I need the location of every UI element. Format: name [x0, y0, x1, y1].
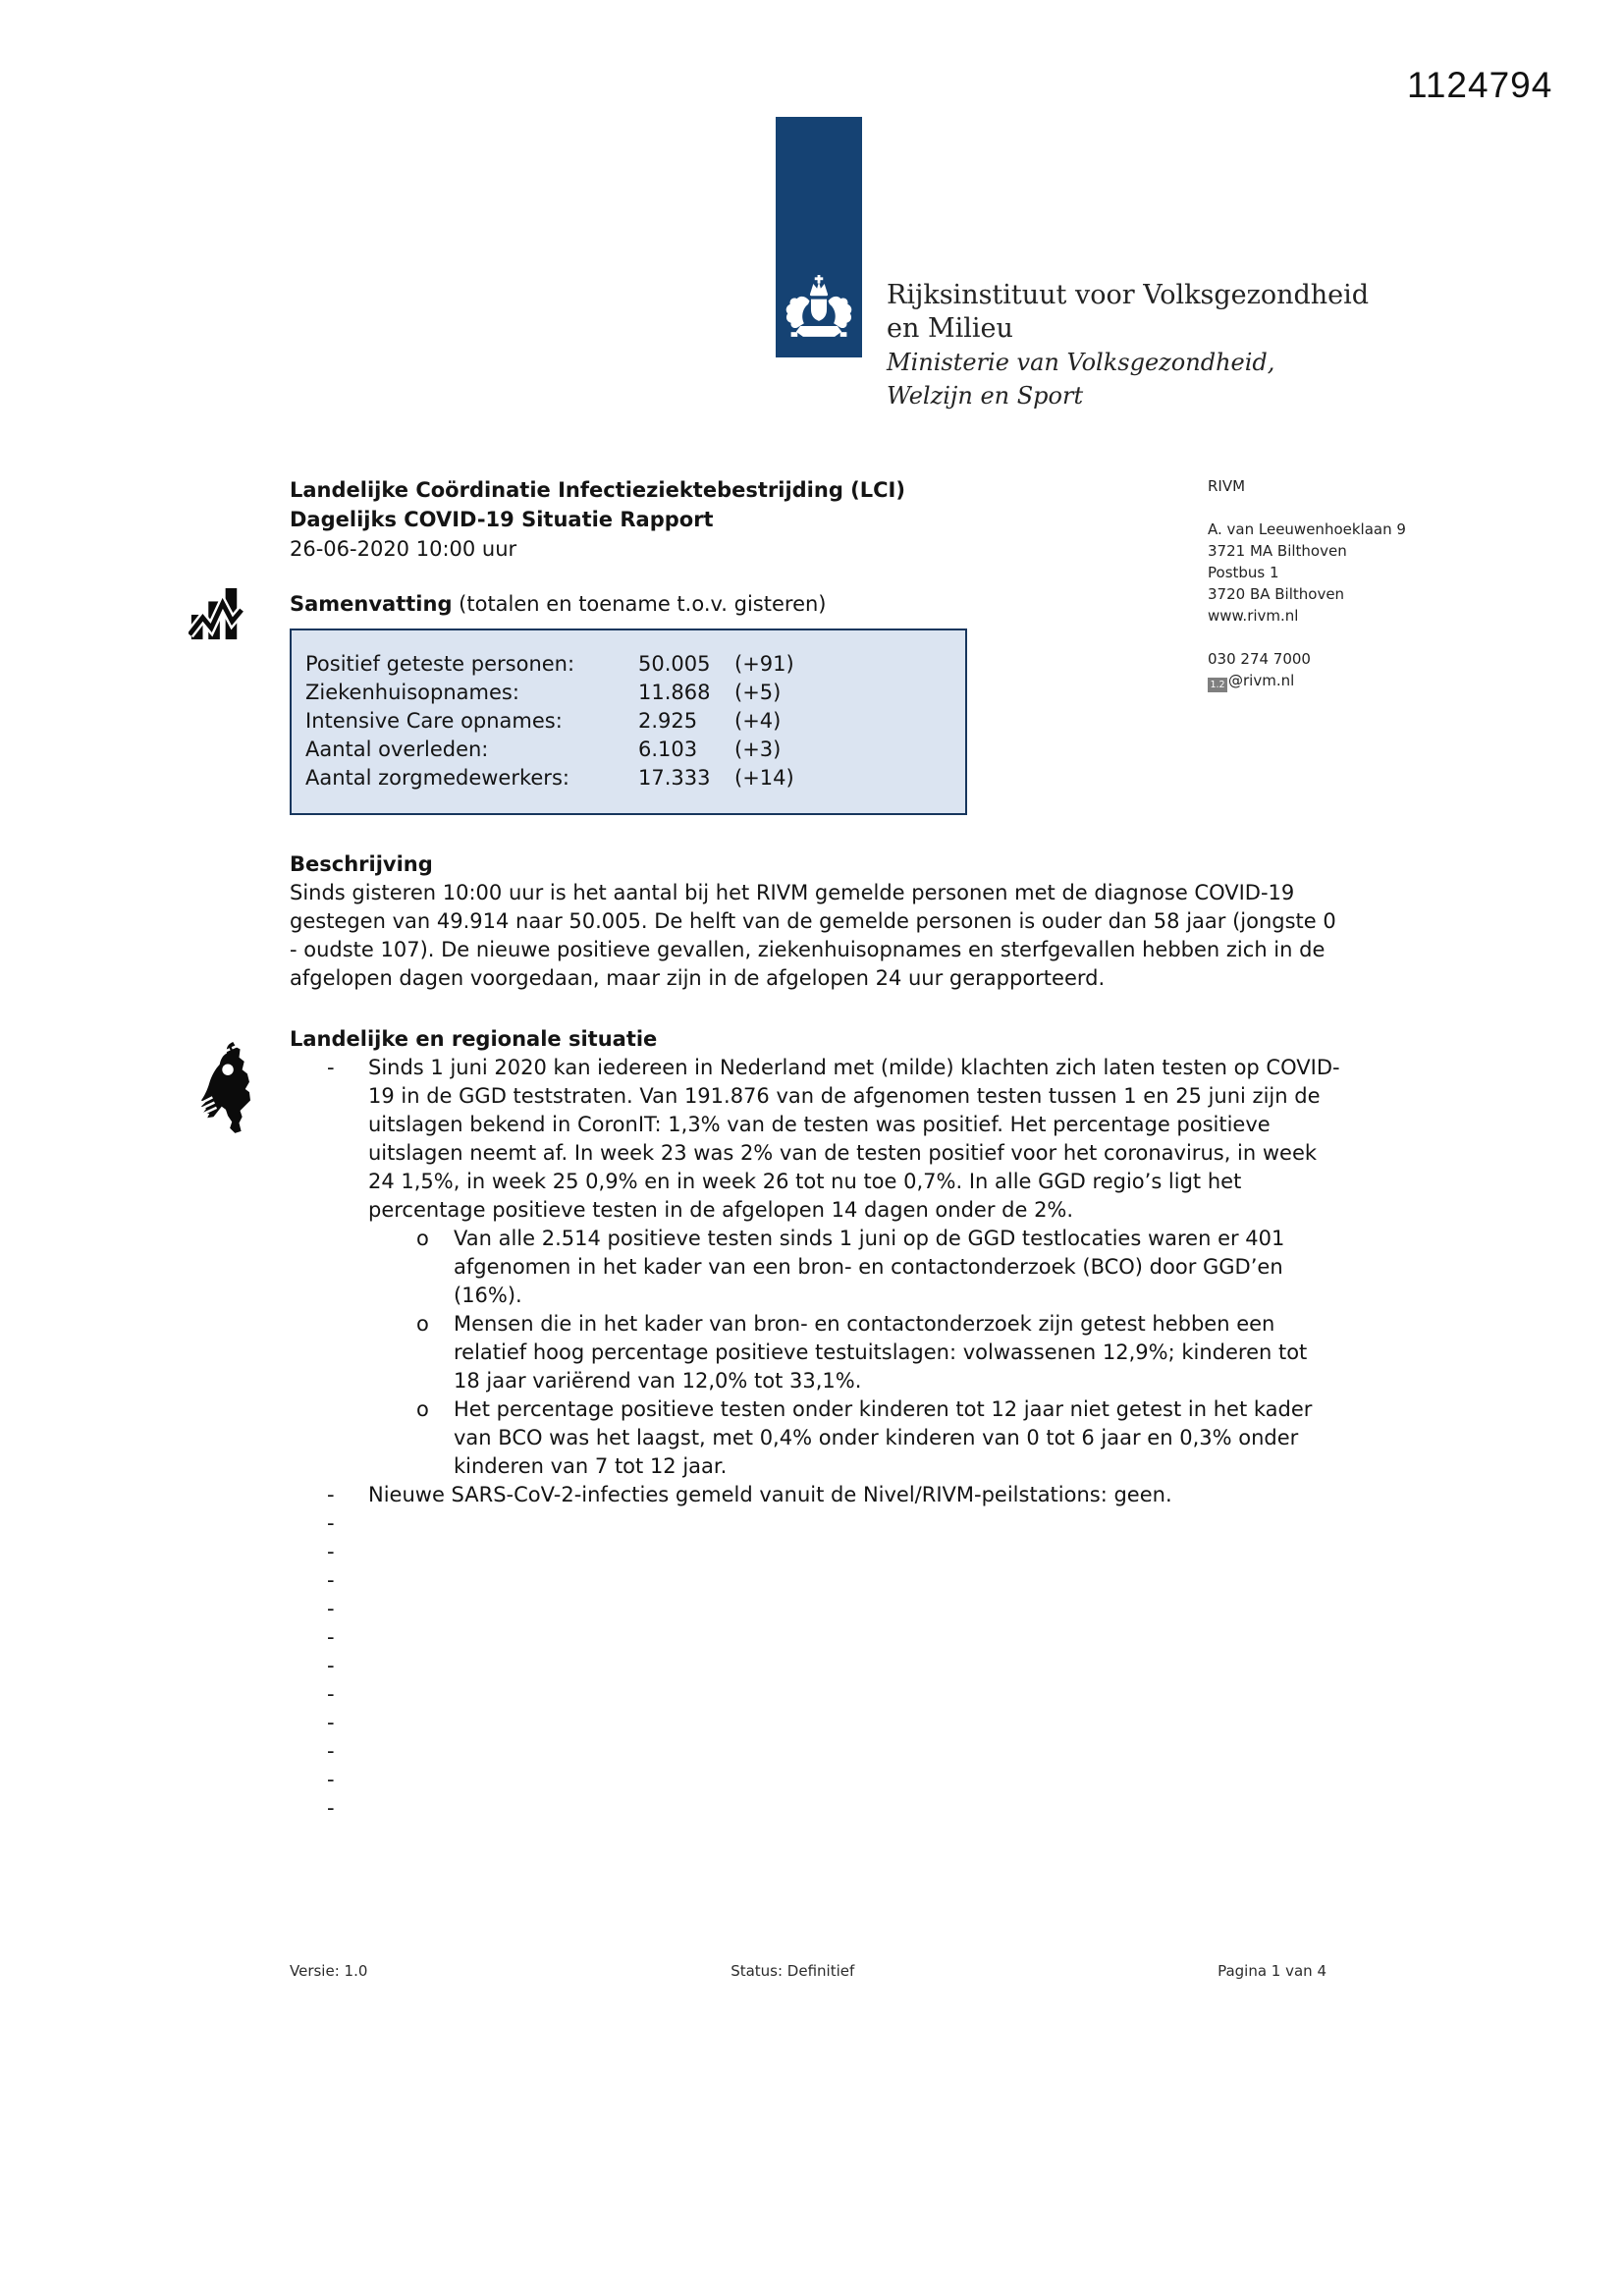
bullet-marker: -: [327, 1682, 335, 1706]
bullet-marker: -: [327, 1796, 335, 1820]
contact-address-line: 3720 BA Bilthoven: [1208, 585, 1345, 603]
document-number: 1124794: [1407, 65, 1553, 105]
summary-row-label: Aantal overleden:: [305, 738, 489, 761]
summary-row: [305, 679, 965, 707]
list-item-text: Sinds 1 juni 2020 kan iedereen in Nederland met (milde) klachten zich laten testen op COVID-19 in de GGD teststraten. Van 191.876 van de afgenomen testen tussen 1 en 25 juni zijn de uitslagen bekend in CoronIT: 1,3% van de testen was positief. Het percentage positieve uitslagen neemt af. In week 23 was 2% van de testen positief voor het coronavirus, in week 24 1,5%, in week 25 0,9% en in week 26 tot nu toe 0,7%. In alle GGD regio’s ligt het percentage positieve testen in de afgelopen 14 dagen onder de 2%.: [368, 1056, 1340, 1222]
summary-heading-suffix: (totalen en toename t.o.v. gisteren): [452, 592, 827, 616]
footer-page-number: Pagina 1 van 4: [1218, 1962, 1326, 1980]
bullet-marker: -: [327, 1654, 335, 1677]
summary-row-label: Aantal zorgmedewerkers:: [305, 766, 569, 790]
list-item: [290, 1481, 1345, 1509]
summary-row: [305, 650, 965, 679]
bullet-marker: -: [327, 1711, 335, 1734]
empty-list-item: [290, 1538, 1345, 1566]
page-footer: [290, 1962, 1326, 1980]
bullet-marker: -: [327, 1625, 335, 1649]
logo-ministry-line2: Welzijn en Sport: [887, 382, 1084, 410]
summary-row-delta: (+3): [734, 738, 782, 761]
logo-text-block: [887, 279, 1369, 412]
situation-heading: Landelijke en regionale situatie: [290, 1027, 658, 1051]
logo-org-line1: Rijksinstituut voor Volksgezondheid: [887, 280, 1370, 310]
list-item-text: Nieuwe SARS-CoV-2-infecties gemeld vanuit de Nivel/RIVM-peilstations: geen.: [368, 1483, 1172, 1506]
summary-row: [305, 736, 965, 764]
description-heading: Beschrijving: [290, 852, 433, 876]
contact-address-line: 3721 MA Bilthoven: [1208, 542, 1347, 560]
summary-row-value: 6.103: [638, 738, 698, 761]
summary-row-value: 2.925: [638, 709, 698, 733]
summary-row-value: 17.333: [638, 766, 711, 790]
sub-list-item: [290, 1310, 1345, 1395]
bullet-marker: o: [416, 1397, 429, 1421]
summary-row-value: 50.005: [638, 652, 711, 676]
report-title-line2: Dagelijks COVID-19 Situatie Rapport: [290, 508, 714, 531]
bullet-marker: -: [327, 1540, 335, 1563]
summary-row-label: Intensive Care opnames:: [305, 709, 563, 733]
summary-row: [305, 707, 965, 736]
empty-list-item: [290, 1766, 1345, 1794]
bar-chart-trend-icon: [189, 585, 244, 642]
description-paragraph: Sinds gisteren 10:00 uur is het aantal bij het RIVM gemelde personen met de diagnose COVID-19 gestegen van 49.914 naar 50.005. De helft van de gemelde personen is ouder dan 58 jaar (jongste 0 - oudste 107). De nieuwe positieve gevallen, ziekenhuisopnames en sterfgevallen hebben zich in de afgelopen dagen voorgedaan, maar zijn in de afgelopen 24 uur gerapporteerd.: [290, 881, 1336, 990]
bullet-marker: o: [416, 1312, 429, 1336]
empty-list-item: [290, 1623, 1345, 1652]
footer-status: Status: Definitief: [731, 1962, 855, 1980]
empty-list-item: [290, 1509, 1345, 1538]
summary-box: [290, 629, 967, 815]
logo-org-line2: en Milieu: [887, 313, 1013, 344]
bullet-marker: -: [327, 1597, 335, 1620]
contact-phone: 030 274 7000: [1208, 650, 1311, 668]
rijksoverheid-logo-bar: [776, 117, 862, 357]
sub-list-item: [290, 1225, 1345, 1310]
list-item: [290, 1054, 1345, 1225]
summary-row-label: Ziekenhuisopnames:: [305, 681, 519, 704]
email-redaction-box: 1.2: [1208, 678, 1227, 692]
bullet-marker: o: [416, 1227, 429, 1250]
netherlands-map-icon: [195, 1041, 258, 1135]
report-title-line1: Landelijke Coördinatie Infectieziektebestrijding (LCI): [290, 478, 905, 502]
empty-list-item: [290, 1652, 1345, 1680]
report-datetime: 26-06-2020 10:00 uur: [290, 537, 517, 561]
dutch-royal-crest-icon: [782, 275, 856, 344]
summary-row: [305, 764, 965, 793]
bullet-marker: -: [327, 1739, 335, 1763]
bullet-marker: -: [327, 1568, 335, 1592]
summary-row-delta: (+91): [734, 652, 794, 676]
sub-list-item-text: Het percentage positieve testen onder kinderen tot 12 jaar niet getest in het kader van BCO was het laagst, met 0,4% onder kinderen van 0 tot 6 jaar en 0,3% onder kinderen van 7 tot 12 jaar.: [454, 1397, 1313, 1478]
contact-email-suffix: @rivm.nl: [1228, 672, 1295, 689]
bullet-marker: -: [327, 1768, 335, 1791]
bullet-marker: -: [327, 1511, 335, 1535]
empty-list-item: [290, 1566, 1345, 1595]
empty-list-item: [290, 1737, 1345, 1766]
contact-address-line: A. van Leeuwenhoeklaan 9: [1208, 520, 1406, 538]
sub-list-item-text: Mensen die in het kader van bron- en contactonderzoek zijn getest hebben een relatief hoog percentage positieve testuitslagen: volwassenen 12,9%; kinderen tot 18 jaar variërend van 12,0% tot 33,1%.: [454, 1312, 1308, 1393]
summary-heading-line: [290, 590, 1345, 619]
summary-heading: Samenvatting: [290, 592, 453, 616]
summary-row-delta: (+4): [734, 709, 782, 733]
sub-list-item-text: Van alle 2.514 positieve testen sinds 1 juni op de GGD testlocaties waren er 401 afgenomen in het kader van een bron- en contactonderzoek (BCO) door GGD’en (16%).: [454, 1227, 1285, 1307]
summary-row-delta: (+14): [734, 766, 794, 790]
empty-list-item: [290, 1794, 1345, 1823]
contact-org: RIVM: [1208, 477, 1246, 495]
contact-website: www.rivm.nl: [1208, 607, 1299, 625]
empty-list-item: [290, 1595, 1345, 1623]
bullet-marker: -: [327, 1056, 335, 1079]
summary-row-value: 11.868: [638, 681, 711, 704]
sub-list-item: [290, 1395, 1345, 1481]
empty-list-item: [290, 1709, 1345, 1737]
summary-row-label: Positief geteste personen:: [305, 652, 575, 676]
footer-version: Versie: 1.0: [290, 1962, 368, 1980]
contact-address-line: Postbus 1: [1208, 564, 1279, 581]
summary-row-delta: (+5): [734, 681, 782, 704]
main-content: [290, 475, 1345, 1823]
empty-list-item: [290, 1680, 1345, 1709]
bullet-marker: -: [327, 1483, 335, 1506]
logo-ministry-line1: Ministerie van Volksgezondheid,: [887, 349, 1275, 376]
